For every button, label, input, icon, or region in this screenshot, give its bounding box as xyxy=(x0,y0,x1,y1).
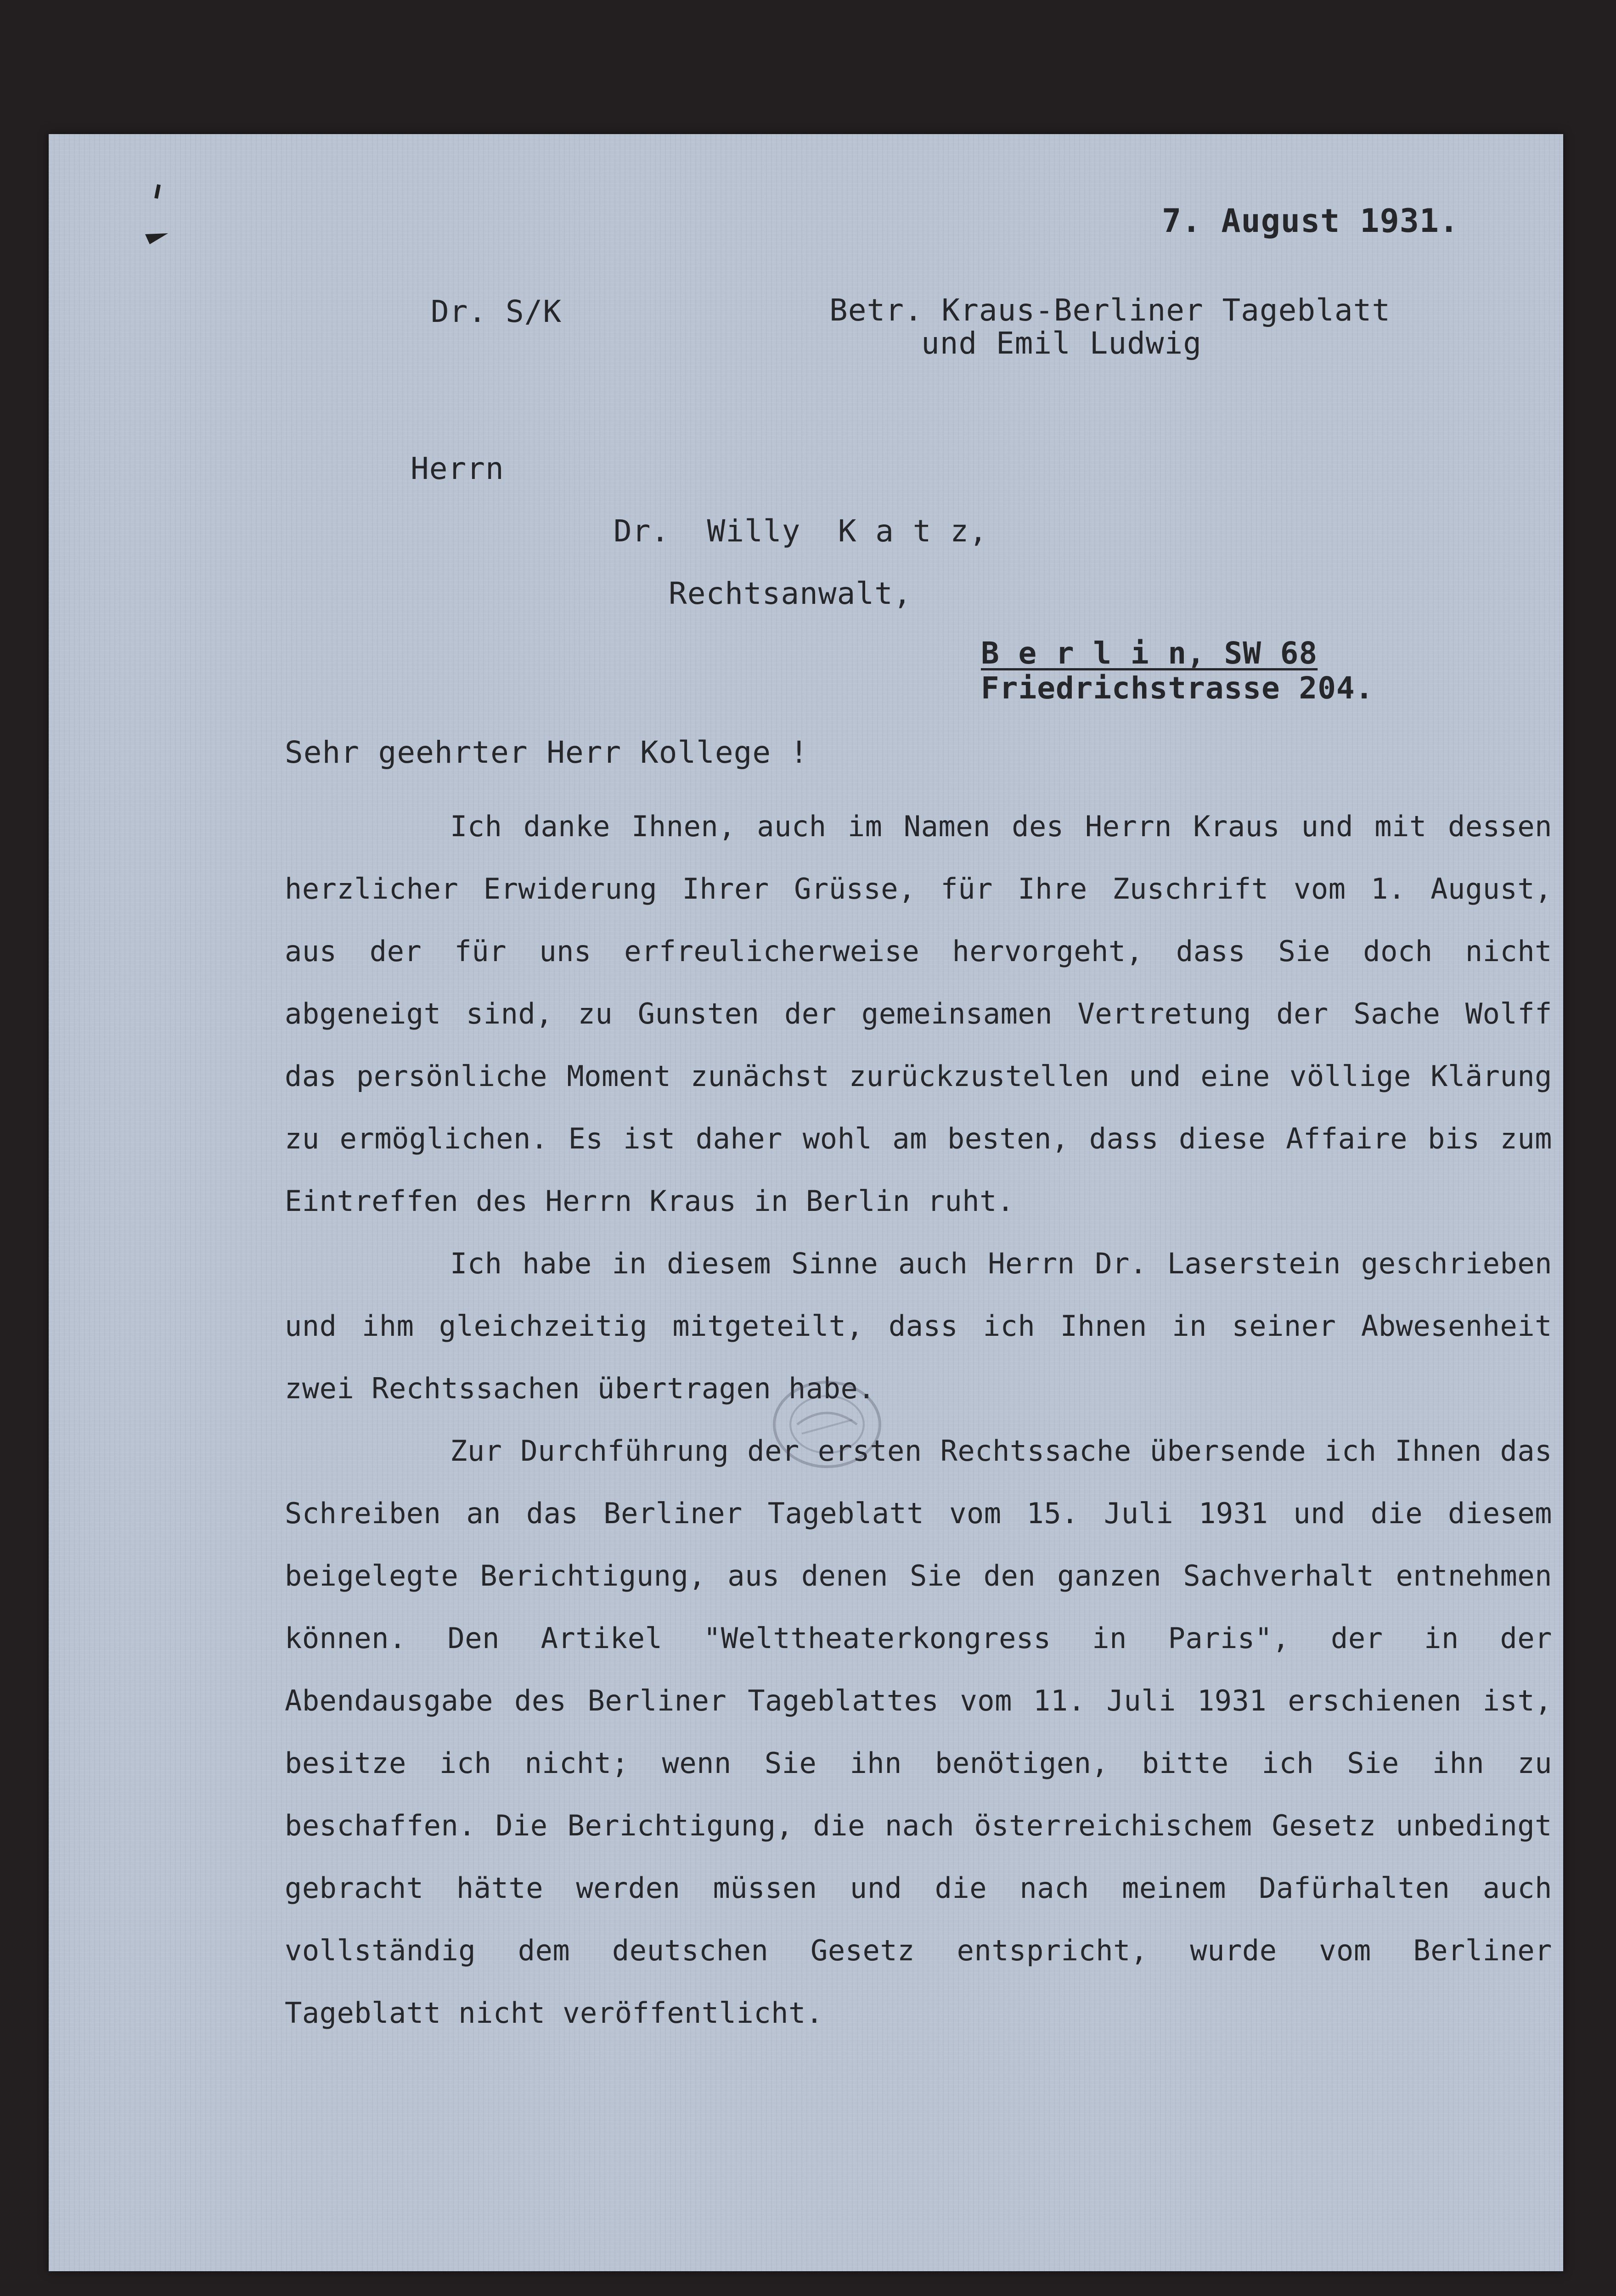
subject-line-1: Betr. Kraus-Berliner Tageblatt xyxy=(829,293,1391,328)
recipient-salutation: Herrn xyxy=(411,451,504,486)
recipient-city: B e r l i n, SW 68 xyxy=(981,636,1318,671)
recipient-profession: Rechtsanwalt, xyxy=(669,576,912,611)
subject-line xyxy=(829,294,1391,360)
recipient-street: Friedrichstrasse 204. xyxy=(981,670,1374,706)
reference-code: Dr. S/K xyxy=(431,294,562,329)
subject-line-2: und Emil Ludwig xyxy=(921,326,1202,361)
paragraph-3: Zur Durchführung der ersten Rechtssache übersende ich Ihnen das Schreiben an das Berliner Tageblatt vom 15. Juli 1931 und die diesem beigelegte Berichtigung, aus denen Sie den ganzen Sachverhalt entnehmen können. Den Artikel "Welttheaterkongress in Paris", der in der Abendausgabe des Berliner Tageblattes vom 11. Juli 1931 erschienen ist, besitze ich nicht; wenn Sie ihn benötigen, bitte ich Sie ihn zu beschaffen. Die Berichtigung, die nach österreichischem Gesetz unbedingt gebracht hätte werden müssen und die nach meinem Dafürhalten auch vollständig dem deutschen Gesetz entspricht, wurde vom Berliner Tageblatt nicht veröffentlicht. xyxy=(285,1434,1552,2030)
paragraph-1: Ich danke Ihnen, auch im Namen des Herrn Kraus und mit dessen herzlicher Erwiderung Ihrer Grüsse, für Ihre Zuschrift vom 1. August, aus der für uns erfreulicherweise hervorgeht, dass Sie doch nicht abgeneigt sind, zu Gunsten der gemeinsamen Vertretung der Sache Wolff das persönliche Moment zunächst zurückzustellen und eine völlige Klärung zu ermöglichen. Es ist daher wohl am besten, dass diese Affaire bis zum Eintreffen des Herrn Kraus in Berlin ruht. xyxy=(285,810,1552,1218)
ink-mark-icon xyxy=(141,180,177,253)
paragraph-2: Ich habe in diesem Sinne auch Herrn Dr. Laserstein geschrieben und ihm gleichzeitig mitgeteilt, dass ich Ihnen in seiner Abwesenheit zwei Rechtssachen übertragen habe. xyxy=(285,1247,1552,1405)
letter-body xyxy=(285,795,1552,2044)
greeting: Sehr geehrter Herr Kollege ! xyxy=(285,735,809,770)
letter-sheet xyxy=(49,134,1563,2271)
recipient-name: Dr. Willy K a t z, xyxy=(614,513,988,549)
archive-stamp-icon xyxy=(765,1374,889,1475)
letter-date: 7. August 1931. xyxy=(1162,202,1459,240)
